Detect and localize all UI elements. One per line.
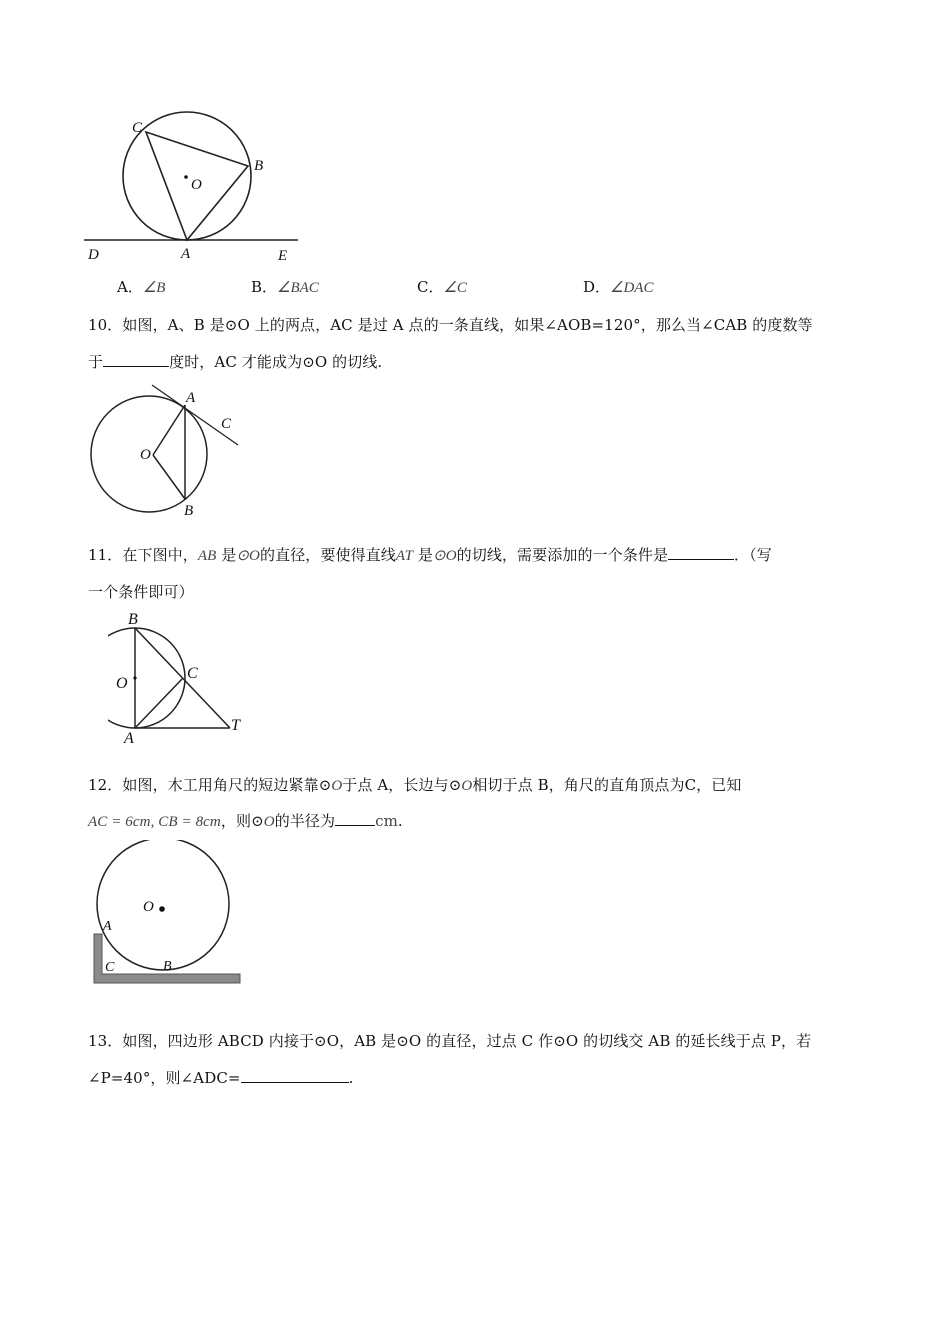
q10-label-b: B <box>184 503 194 519</box>
q12-label-a: A <box>103 919 112 934</box>
q10-line-2-pre: 于 <box>88 353 104 371</box>
q11-p2: 是 <box>216 546 237 564</box>
q9-option-a-math: ∠B <box>142 280 166 296</box>
q11-label-t: T <box>231 717 240 734</box>
q9-center-dot <box>184 175 188 179</box>
q12-p3: 相切于点 B，角尺的直角顶点为C，已知 <box>472 776 742 794</box>
q9-label-a: A <box>181 246 191 262</box>
q12-answer-blank[interactable] <box>335 811 375 826</box>
q9-label-c: C <box>132 120 143 136</box>
q9-option-b-math: ∠BAC <box>277 280 319 296</box>
q9-label-o: O <box>191 177 202 193</box>
q12-p6: . <box>397 812 403 830</box>
q9-option-b <box>251 276 319 297</box>
q11-p6: ．（写 <box>734 546 772 564</box>
q13-answer-blank[interactable] <box>241 1068 349 1083</box>
q12-p4: ，则⊙ <box>220 812 264 830</box>
q9-option-d <box>583 276 653 297</box>
q12-m4: O <box>263 814 275 830</box>
q12-label-c: C <box>105 960 115 975</box>
q9-label-e: E <box>278 248 288 264</box>
q13-line-2 <box>88 1067 353 1088</box>
q11-label-a: A <box>124 730 134 747</box>
q11-center-dot <box>133 676 136 679</box>
q12-m3: AC = 6cm, CB = 8cm <box>88 814 221 830</box>
q11-p1: 11．在下图中， <box>88 546 198 564</box>
q11-p4: 是 <box>413 546 434 564</box>
q9-option-a-letter: A． <box>117 278 143 296</box>
q9-option-c-math: ∠C <box>443 280 467 296</box>
q10-line-2 <box>88 351 382 372</box>
q11-label-o: O <box>116 675 128 692</box>
q11-m2: ⊙O <box>236 548 260 564</box>
q12-figure <box>88 840 248 990</box>
q12-p1: 12．如图，木工用角尺的短边紧靠⊙ <box>88 776 332 794</box>
q12-m2: O <box>461 778 473 794</box>
q11-answer-blank[interactable] <box>668 545 734 560</box>
q12-p5: 的半径为 <box>274 812 336 830</box>
q11-label-b: B <box>128 611 138 628</box>
q11-m4: ⊙O <box>433 548 457 564</box>
q12-circle <box>97 840 229 970</box>
q10-segment-oa <box>153 405 185 455</box>
q9-option-d-math: ∠DAC <box>610 280 654 296</box>
q9-label-d: D <box>88 247 99 263</box>
q11-line-2: 一个条件即可） <box>88 583 194 601</box>
q11-p5: 的切线，需要添加的一个条件是 <box>456 546 669 564</box>
q11-m3: AT <box>395 548 414 564</box>
q12-label-b: B <box>163 959 172 974</box>
q9-option-c-letter: C． <box>417 278 444 296</box>
q12-center-dot <box>159 906 165 912</box>
q10-label-a: A <box>186 390 196 406</box>
q12-m1: O <box>331 778 343 794</box>
q13-line-2-post: . <box>348 1069 354 1087</box>
q13-line-2-pre: ∠P=40°，则∠ADC= <box>88 1069 241 1087</box>
q12-m5: cm <box>375 812 398 830</box>
q10-label-c: C <box>221 416 232 432</box>
q11-figure <box>108 610 248 748</box>
q10-label-o: O <box>140 447 151 463</box>
q9-label-b: B <box>254 158 264 174</box>
q12-label-o: O <box>143 899 154 915</box>
q9-option-a <box>117 276 165 297</box>
q11-line-1 <box>88 544 772 565</box>
q10-segment-ob <box>153 455 185 499</box>
q10-answer-blank[interactable] <box>103 352 169 367</box>
q11-segment-ac <box>135 678 183 728</box>
q11-p3: 的直径，要使得直线 <box>260 546 396 564</box>
q11-label-c: C <box>187 665 198 682</box>
q12-line-2 <box>88 810 403 831</box>
q12-line-1 <box>88 774 741 795</box>
q10-figure <box>84 382 254 522</box>
q11-m1: AB <box>197 548 217 564</box>
q12-p2: 于点 A，长边与⊙ <box>342 776 462 794</box>
q9-option-c <box>417 276 467 297</box>
q9-option-b-letter: B． <box>251 278 278 296</box>
q10-line-2-post: 度时，AC 才能成为⊙O 的切线. <box>169 353 383 371</box>
q10-line-1: 10．如图，A、B 是⊙O 上的两点，AC 是过 A 点的一条直线，如果∠AOB=120°，那么当∠CAB 的度数等 <box>88 316 813 334</box>
q9-option-d-letter: D． <box>583 278 611 296</box>
q13-line-1: 13．如图，四边形 ABCD 内接于⊙O，AB 是⊙O 的直径，过点 C 作⊙O 的切线交 AB 的延长线于点 P，若 <box>88 1032 812 1050</box>
q9-figure <box>80 110 310 270</box>
